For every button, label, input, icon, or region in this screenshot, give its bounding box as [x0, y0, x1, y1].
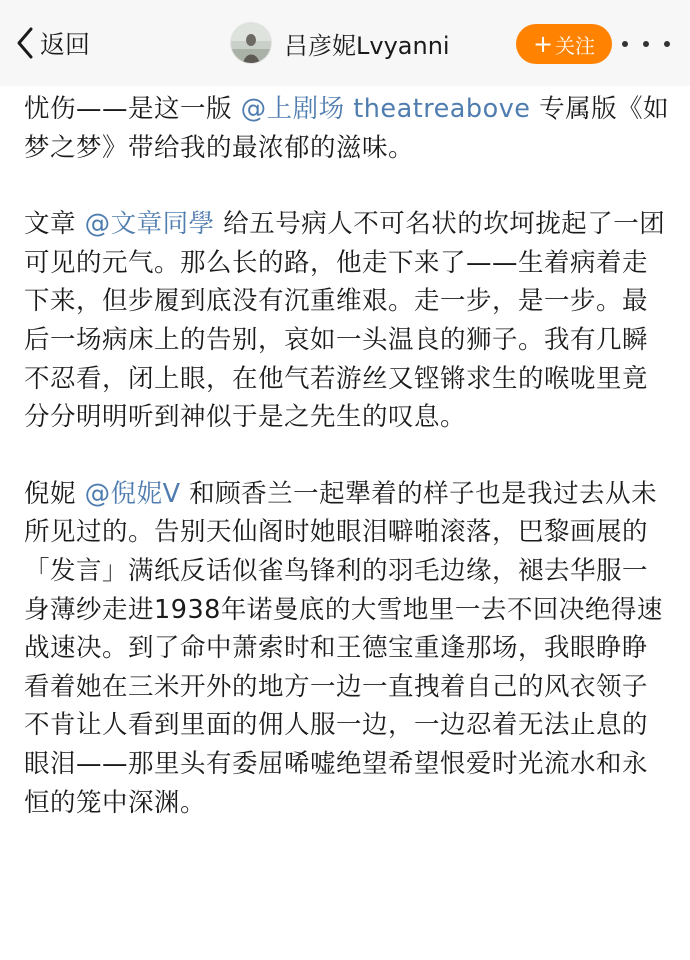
back-button[interactable]	[16, 22, 90, 64]
avatar[interactable]	[230, 22, 272, 64]
user-header[interactable]	[230, 21, 450, 65]
chevron-left-icon	[16, 26, 34, 60]
plus-icon: +	[532, 30, 554, 58]
post-paragraph-3	[24, 475, 670, 822]
paragraph-gap	[24, 167, 670, 205]
mention-link-nini[interactable]: @倪妮V	[84, 478, 181, 509]
back-label: 返回	[40, 30, 91, 59]
paragraph-text: 和顾香兰一起犟着的样子也是我过去从未所见过的。告别天仙阁时她眼泪噼啪滚落，巴黎画展的「发言」满纸反话似雀鸟锋利的羽毛边缘，褪去华服一身薄纱走进1938年诺曼底的大雪地里一去不回决绝得速战速决。到了命中萧索时和王德宝重逢那场，我眼睁睁看着她在三米开外的地方一边一直拽着自己的风衣领子不肯让人看到里面的佣人服一边，一边忍着无法止息的眼泪——那里头有委屈唏嘘绝望希望恨爱时光流水和永恒的笼中深渊。	[24, 478, 663, 818]
navbar	[0, 0, 690, 86]
paragraph-text: 文章	[24, 209, 85, 240]
paragraph-text: 给五号病人不可名状的坎坷拢起了一团可见的元气。那么长的路，他走下来了——生着病着走下来，但步履到底没有沉重维艰。走一步，是一步。最后一场病床上的告别，哀如一头温良的狮子。我有几瞬不忍看，闭上眼，在他气若游丝又铿锵求生的喉咙里竟分分明明听到神似于是之先生的叹息。	[24, 209, 666, 433]
mention-link-wenzhang[interactable]: @文章同學	[84, 209, 215, 240]
paragraph-text: 忧伤——是这一版	[24, 94, 241, 124]
post-content	[0, 86, 690, 822]
more-button[interactable]	[622, 30, 670, 58]
paragraph-text: 倪妮	[24, 478, 85, 509]
more-dots-icon	[643, 41, 649, 47]
paragraph-text: 专属版《如梦之梦》带给我的最浓郁的滋味。	[24, 94, 670, 163]
post-paragraph-2	[24, 205, 670, 437]
more-dots-icon	[622, 41, 628, 47]
paragraph-gap	[24, 437, 670, 475]
follow-label: 关注	[555, 33, 596, 58]
post-paragraph-1	[24, 90, 670, 167]
more-dots-icon	[664, 41, 670, 47]
username[interactable]: 吕彦妮Lvyanni	[284, 31, 450, 60]
follow-button[interactable]	[516, 24, 612, 64]
mention-link-theatreabove[interactable]: @上剧场 theatreabove	[240, 94, 531, 124]
